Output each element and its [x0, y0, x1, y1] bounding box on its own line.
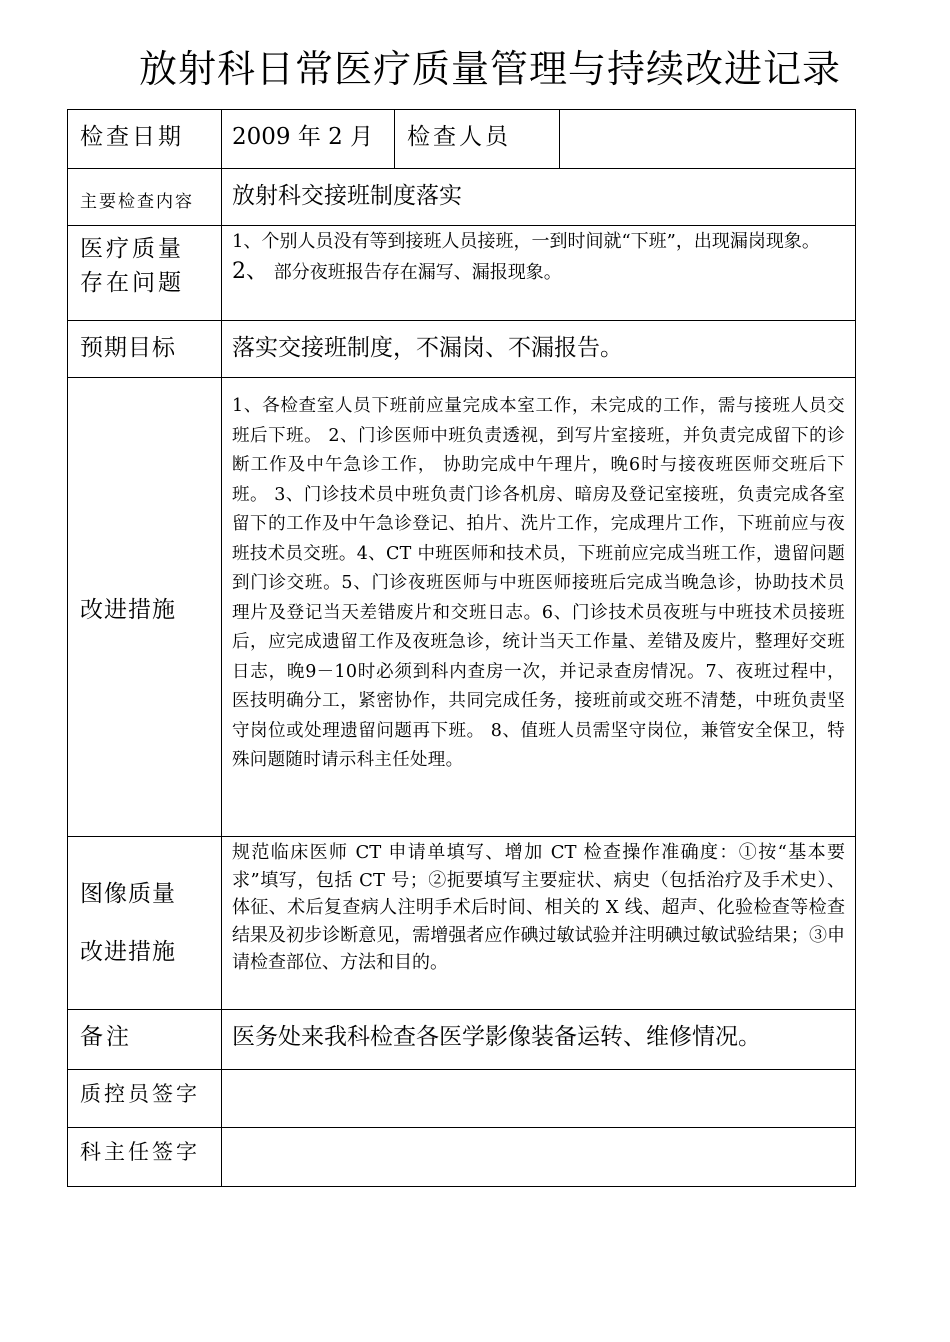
row-note — [68, 1010, 856, 1070]
inspector-value[interactable] — [560, 110, 856, 169]
image-quality-value[interactable]: 规范临床医师 CT 申请单填写、增加 CT 检查操作准确度：①按“基本要求”填写，包括 CT 号；②扼要填写主要症状、病史（包括治疗及手术史）、体征、术后复查病人注明手术后时间、相关的 X 线、超声、化验检查等检查结果及初步诊断意见，需增强者应作碘过敏试验并注明碘过敏试验结果；③申请检查部位、方法和目的。 — [222, 837, 856, 1010]
issues-label — [68, 226, 222, 321]
goal-value[interactable]: 落实交接班制度，不漏岗、不漏报告。 — [222, 321, 856, 378]
issue-item-1: 1、个别人员没有等到接班人员接班，一到时间就“下班”，出现漏岗现象。 — [232, 231, 820, 252]
row-issues — [68, 226, 856, 321]
check-date-value[interactable]: 2009 年 2 月 — [222, 110, 395, 169]
issues-label-line-1: 医疗质量 — [80, 236, 184, 262]
director-signature-value[interactable] — [222, 1128, 856, 1187]
issue-item-2 — [232, 260, 847, 285]
issue-item-2-number: 2、 — [232, 259, 268, 284]
image-quality-label-line-2: 改进措施 — [80, 939, 176, 965]
image-quality-label — [68, 837, 222, 1010]
goal-label: 预期目标 — [68, 321, 222, 378]
issue-item-2-text: 部分夜班报告存在漏写、漏报现象。 — [268, 262, 562, 283]
check-date-label: 检查日期 — [68, 110, 222, 169]
qc-signature-label: 质控员签字 — [68, 1070, 222, 1128]
note-label: 备注 — [68, 1010, 222, 1070]
document-title: 放射科日常医疗质量管理与持续改进记录 — [138, 47, 841, 91]
note-value[interactable]: 医务处来我科检查各医学影像装备运转、维修情况。 — [222, 1010, 856, 1070]
row-goal — [68, 321, 856, 378]
issues-label-line-2: 存在问题 — [80, 270, 184, 296]
content-label: 主要检查内容 — [68, 169, 222, 226]
content-value[interactable]: 放射科交接班制度落实 — [222, 169, 856, 226]
inspector-label: 检查人员 — [395, 110, 560, 169]
row-director-signature — [68, 1128, 856, 1187]
row-qc-signature — [68, 1070, 856, 1128]
row-image-quality — [68, 837, 856, 1010]
row-check-date — [68, 110, 856, 169]
row-content — [68, 169, 856, 226]
issues-value[interactable] — [222, 226, 856, 321]
director-signature-label: 科主任签字 — [68, 1128, 222, 1187]
record-form-table — [67, 109, 856, 1187]
measures-value[interactable]: 1、各检查室人员下班前应量完成本室工作，未完成的工作，需与接班人员交班后下班。 2、门诊医师中班负责透视，到写片室接班，并负责完成留下的诊断工作及中午急诊工作， 协助完成中午理片，晚6时与接夜班医师交班后下班。 3、门诊技术员中班负责门诊各机房、暗房及登记室接班，负责完成各室留下的工作及中午急诊登记、拍片、洗片工作，完成理片工作，下班前应与夜班技术员交班。4、CT 中班医师和技术员，下班前应完成当班工作，遗留问题到门诊交班。5、门诊夜班医师与中班医师接班后完成当晚急诊，协助技术员理片及登记当天差错废片和交班日志。6、门诊技术员夜班与中班技术员接班后，应完成遗留工作及夜班急诊，统计当天工作量、差错及废片，整理好交班日志，晚9－10时必须到科内查房一次，并记录查房情况。7、夜班过程中，医技明确分工，紧密协作，共同完成任务，接班前或交班不清楚，中班负责坚守岗位或处理遗留问题再下班。 8、值班人员需坚守岗位，兼管安全保卫，特殊问题随时请示科主任处理。 — [222, 378, 856, 837]
measures-label: 改进措施 — [68, 378, 222, 837]
row-measures — [68, 378, 856, 837]
image-quality-label-line-1: 图像质量 — [80, 881, 176, 907]
qc-signature-value[interactable] — [222, 1070, 856, 1128]
